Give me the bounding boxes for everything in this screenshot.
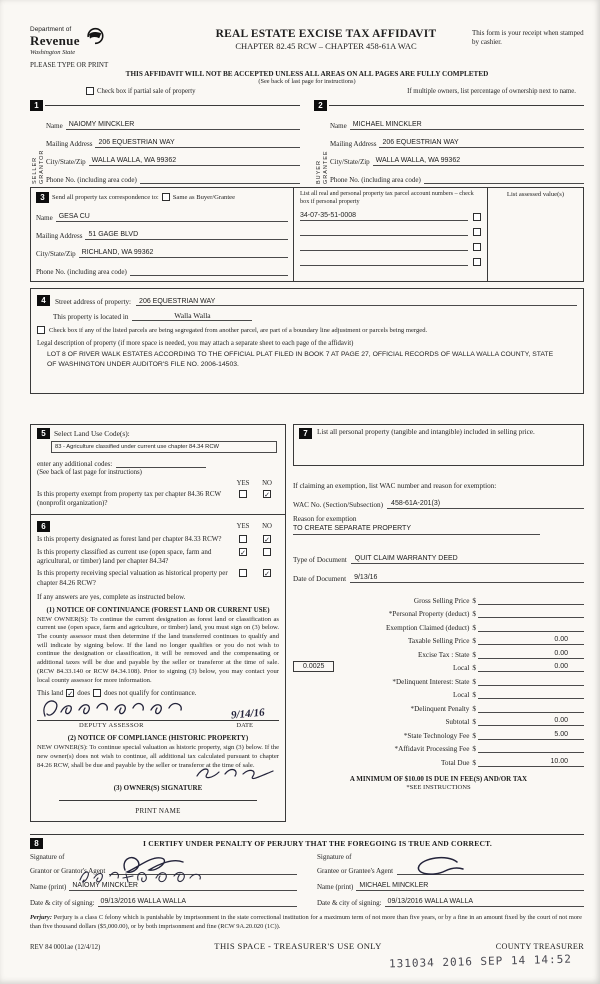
left-column <box>30 424 286 822</box>
document-date-value[interactable]: 9/13/16 <box>350 574 584 583</box>
yes-header: YES <box>236 523 250 531</box>
taxable-selling-price-label: Taxable Selling Price <box>408 637 470 645</box>
owner-signature[interactable] <box>193 764 277 782</box>
personal-property-box <box>293 424 584 466</box>
buyer-phone-value[interactable] <box>424 182 584 184</box>
if-yes-note: If any answers are yes, complete as instructed below. <box>37 592 186 601</box>
grantor-name-value[interactable]: NAIOMY MINCKLER <box>69 882 297 891</box>
perjury-lead: Perjury: <box>30 914 53 922</box>
date-label: DATE <box>236 722 253 730</box>
partial-sale-line <box>30 87 584 95</box>
buyer-city-label: City/State/Zip <box>330 158 370 166</box>
section2-number: 2 <box>314 100 327 111</box>
correspondence-phone-field <box>36 258 288 276</box>
seller-address-field <box>46 130 300 148</box>
excise-tax-local-label: Local <box>453 664 470 672</box>
correspondence-name-value[interactable]: GESA CU <box>56 213 288 222</box>
exempt-question: Is this property exempt from property tax per chapter 84.36 RCW (nonprofit organization)? <box>37 490 221 508</box>
dollar-sign: $ <box>472 637 476 645</box>
grantor-signature-line[interactable] <box>109 861 297 875</box>
does-not-label: does not qualify for continuance. <box>104 689 197 698</box>
local-rate-box: 0.0025 <box>293 661 334 672</box>
seller-city-value[interactable]: WALLA WALLA, WA 99362 <box>89 157 300 166</box>
dor-logo-icon <box>85 26 105 51</box>
cashier-receipt-stamp: 131034 2016 SEP 14 14:52 <box>388 952 573 971</box>
notice1-body: NEW OWNER(S): To continue the current designation as forest land or classification as current use (open space, farm and agriculture, or timber) land, you must sign on (3) below. The county assessor must then determine if the land transferred continues to qualify and will indicate by signing below. If the land no longer qualifies or you do not wish to continue the designation or classification, it will be removed and the compensating or additional taxes will be due and payable by the seller or transferor at the time of sale. (RCW 84.33.140 or RCW 84.34.108). Prior to signing (3) below, you may contact your local county assessor for more information. <box>37 615 279 684</box>
seller-phone-value[interactable] <box>140 182 300 184</box>
buyer-section <box>314 99 584 184</box>
dollar-sign: $ <box>472 610 476 618</box>
section5-see-back: (See back of last page for instructions) <box>37 469 142 476</box>
dollar-sign: $ <box>472 718 476 726</box>
assessed-values-header: List assessed value(s) <box>487 188 583 281</box>
buyer-phone-label: Phone No. (including area code) <box>330 176 421 184</box>
title-block <box>180 26 472 51</box>
section5-number: 5 <box>37 428 50 439</box>
money-row-technology-fee <box>293 726 584 740</box>
dollar-sign: $ <box>472 731 476 740</box>
agency-block <box>30 26 180 69</box>
grantee-date-label: Date & city of signing: <box>317 899 382 908</box>
section5-land-use <box>31 425 285 515</box>
assessor-date-handwritten: 9/14/16 <box>230 706 266 722</box>
grantor-date-value[interactable]: 09/13/2016 WALLA WALLA <box>98 898 297 907</box>
historic-question-row <box>37 569 279 587</box>
money-row-delinquent-penalty <box>293 699 584 713</box>
correspondence-phone-value[interactable] <box>130 274 288 276</box>
forest-question-row <box>37 535 279 545</box>
perjury-text: Perjury is a class C felony which is punishable by imprisonment in the state correctional institution for a maximum term of not more than five years, or by a fine in an amount fixed by the court of not more than five thousand dollars ($5,000.00), or by both imprisonment and fine (RCW 9A.20.020 (1C)). <box>30 914 582 931</box>
exempt-no-checkbox[interactable]: ✓ <box>264 491 270 499</box>
parcel-row <box>300 221 481 236</box>
money-row-delinquent-interest-local <box>293 686 584 700</box>
correspondence-city-label: City/State/Zip <box>36 250 76 258</box>
dollar-sign: $ <box>472 691 476 699</box>
parcel-personal-checkbox[interactable] <box>473 228 481 236</box>
forest-yes-checkbox[interactable] <box>239 535 247 543</box>
owners-signature-label: (3) OWNER(S) SIGNATURE <box>113 784 203 793</box>
grantor-name-field <box>30 875 297 891</box>
exempt-question-row <box>37 490 279 508</box>
located-in-value[interactable]: Walla Walla <box>132 311 252 321</box>
wac-value[interactable]: 458-61A-201(3) <box>387 500 584 509</box>
exemption-claimed-label: Exemption Claimed (deduct) <box>385 623 470 632</box>
grantee-signature-line[interactable] <box>397 861 584 875</box>
reason-value[interactable]: TO CREATE SEPARATE PROPERTY <box>293 525 540 535</box>
parcel-row <box>300 236 481 251</box>
correspondence-address-label: Mailing Address <box>36 232 83 240</box>
total-due-label: Total Due <box>440 758 470 767</box>
partial-sale-label: Check box if partial sale of property <box>97 87 196 95</box>
buyer-city-value[interactable]: WALLA WALLA, WA 99362 <box>373 157 584 166</box>
dollar-sign: $ <box>472 745 476 753</box>
section6-number: 6 <box>37 521 50 532</box>
money-row-delinquent-interest-state <box>293 672 584 686</box>
taxable-selling-price-value[interactable]: 0.00 <box>478 636 584 645</box>
buyer-name-field <box>330 112 584 130</box>
parcel-row <box>300 251 481 266</box>
buyer-side-word1: BUYER <box>315 160 322 184</box>
document-type-label: Type of Document <box>293 556 347 564</box>
money-row-excise-local <box>293 659 584 673</box>
please-type-or-print: PLEASE TYPE OR PRINT <box>30 61 109 69</box>
grantee-name-value[interactable]: MICHAEL MINCKLER <box>356 882 584 891</box>
delinquent-interest-local-value[interactable] <box>478 697 584 699</box>
grantee-date-value[interactable]: 09/13/2016 WALLA WALLA <box>385 898 584 907</box>
buyer-city-field <box>330 148 584 166</box>
minimum-fee-note: A MINIMUM OF $10.00 IS DUE IN FEE(S) AND/OR TAX <box>349 774 528 783</box>
rev-code: REV 84 0001ae (12/4/12) <box>30 943 101 951</box>
currentuse-no-checkbox[interactable] <box>263 548 271 556</box>
agency-name <box>30 26 80 56</box>
notice1-title: (1) NOTICE OF CONTINUANCE (FOREST LAND OR CURRENT USE) <box>46 605 270 614</box>
correspondence-name-field <box>36 204 288 222</box>
gross-selling-price-value[interactable] <box>478 603 584 605</box>
money-row-affidavit-fee <box>293 740 584 754</box>
parcel-number-value[interactable] <box>300 264 468 266</box>
header <box>30 26 584 69</box>
delinquent-penalty-label: *Delinquent Penalty <box>410 704 470 713</box>
grantee-sig-label-1: Signature of <box>317 853 352 862</box>
dollar-sign: $ <box>472 704 476 713</box>
see-instructions-note: *SEE INSTRUCTIONS <box>406 783 471 791</box>
currentuse-yes-checkbox[interactable]: ✓ <box>240 549 246 558</box>
multiple-owners-note: If multiple owners, list percentage of ownership next to name. <box>407 87 576 95</box>
buyer-address-value[interactable]: 206 EQUESTRIAN WAY <box>379 139 584 148</box>
seller-side-word2: GRANTOR <box>38 149 45 184</box>
notice2-body: NEW OWNER(S): To continue special valuation as historic property, sign (3) below. If the new owner(s) does not wish to continue, all additional tax calculated pursuant to chapter 84.26 RCW, shall be due and payable by the seller or transferor at the time of sale. <box>37 744 279 769</box>
total-due-value[interactable]: 10.00 <box>478 758 584 767</box>
document-type-field <box>293 549 584 564</box>
gross-selling-price-label: Gross Selling Price <box>413 596 470 605</box>
parcel-personal-checkbox[interactable] <box>473 243 481 251</box>
no-header: NO <box>262 480 272 487</box>
seller-address-label: Mailing Address <box>46 140 93 148</box>
dollar-sign: $ <box>472 664 476 672</box>
deputy-assessor-label: DEPUTY ASSESSOR <box>79 722 144 730</box>
forest-no-checkbox[interactable]: ✓ <box>264 536 270 545</box>
seller-phone-label: Phone No. (including area code) <box>46 176 137 184</box>
correspondence-city-field <box>36 240 288 258</box>
currentuse-question: Is this property classified as current use (open space, farm and agricultural, or timber) land per chapter 84.34? <box>37 548 212 566</box>
affidavit-processing-fee-value[interactable] <box>478 751 584 753</box>
dollar-sign: $ <box>472 677 476 686</box>
money-row-total-due <box>293 753 584 767</box>
parcel-numbers-header: List all real and personal property tax parcel account numbers – check box if personal property <box>300 190 474 205</box>
parcel-row <box>300 206 481 221</box>
section8-number: 8 <box>30 838 43 849</box>
grantee-date-field <box>317 891 584 907</box>
seller-side-word1: SELLER <box>31 156 38 184</box>
buyer-name-label: Name <box>330 122 347 130</box>
notice2-title: (2) NOTICE OF COMPLIANCE (HISTORIC PROPERTY) <box>67 734 249 743</box>
seller-city-field <box>46 148 300 166</box>
subtotal-label: Subtotal <box>445 718 470 726</box>
land-use-select-label: Select Land Use Code(s): <box>54 429 130 438</box>
wac-field <box>293 494 584 509</box>
correspondence-phone-label: Phone No. (including area code) <box>36 268 127 276</box>
agency-dept-line: Department of <box>30 26 72 33</box>
historic-yes-checkbox[interactable] <box>239 569 247 577</box>
dollar-sign: $ <box>472 596 476 605</box>
excise-tax-state-label: Excise Tax : State <box>417 650 470 659</box>
seller-name-field <box>46 112 300 130</box>
personal-property-deduct-value[interactable] <box>478 616 584 618</box>
deputy-assessor-signature <box>39 696 189 724</box>
parcel-number-value[interactable]: 34-07-35-51-0008 <box>300 212 468 221</box>
state-technology-fee-label: *State Technology Fee <box>403 731 470 740</box>
delinquent-interest-state-label: *Delinquent Interest: State <box>392 677 470 686</box>
excise-tax-state-value[interactable]: 0.00 <box>478 650 584 659</box>
correspondence-name-label: Name <box>36 214 53 222</box>
lower-columns <box>30 424 584 822</box>
form-title: REAL ESTATE EXCISE TAX AFFIDAVIT <box>215 28 437 40</box>
this-land-label: This land <box>37 689 64 698</box>
delinquent-interest-state-value[interactable] <box>478 684 584 686</box>
grantor-signature-block <box>30 853 297 907</box>
buyer-phone-field <box>330 166 584 184</box>
seller-name-label: Name <box>46 122 63 130</box>
document-date-label: Date of Document <box>293 575 347 583</box>
grantor-sig-label-1: Signature of <box>30 853 65 862</box>
section4-property <box>30 288 584 394</box>
buyer-side-labels <box>314 112 330 184</box>
yes-header: YES <box>236 480 250 487</box>
located-in-label: This property is located in <box>53 313 129 321</box>
continuance-does-checkbox[interactable]: ✓ <box>67 690 74 699</box>
no-header: NO <box>262 523 272 531</box>
street-address-value[interactable]: 206 EQUESTRIAN WAY <box>136 298 577 306</box>
see-back-note: (See back of last page for instructions) <box>258 78 356 85</box>
additional-codes-label: enter any additional codes: <box>37 460 113 468</box>
correspondence-address-field <box>36 222 288 240</box>
correspondence-city-value[interactable]: RICHLAND, WA 99362 <box>79 249 288 258</box>
buyer-side-word2: GRANTEE <box>322 150 329 184</box>
affidavit-processing-fee-label: *Affidavit Processing Fee <box>394 745 470 753</box>
historic-no-checkbox[interactable]: ✓ <box>264 570 270 579</box>
agency-state-line: Washington State <box>30 49 76 56</box>
grantee-signature-block <box>317 853 584 907</box>
money-section <box>293 591 584 767</box>
certify-statement: I CERTIFY UNDER PENALTY OF PERJURY THAT THE FOREGOING IS TRUE AND CORRECT. <box>143 839 492 849</box>
document-type-value[interactable]: QUIT CLAIM WARRANTY DEED <box>351 555 584 564</box>
parcel-personal-checkbox[interactable] <box>473 213 481 221</box>
dollar-sign: $ <box>472 650 476 659</box>
buyer-address-label: Mailing Address <box>330 140 377 148</box>
excise-tax-local-value[interactable]: 0.00 <box>478 663 584 672</box>
correspondence-address-value[interactable]: 51 GAGE BLVD <box>85 231 288 240</box>
personal-property-deduct-label: *Personal Property (deduct) <box>388 610 470 618</box>
parcel-personal-checkbox[interactable] <box>473 258 481 266</box>
same-as-buyer-checkbox[interactable] <box>162 193 170 201</box>
print-name-label: PRINT NAME <box>135 807 181 816</box>
dollar-sign: $ <box>472 623 476 632</box>
treasurer-use-only: THIS SPACE - TREASURER'S USE ONLY <box>214 940 382 951</box>
section3-number: 3 <box>36 192 49 203</box>
parties-row <box>30 99 584 184</box>
money-row-personal-deduct <box>293 605 584 619</box>
reason-label: Reason for exemption <box>293 515 357 523</box>
section8-certification <box>30 834 584 907</box>
historic-question: Is this property receiving special valuation as historical property per chapter 84.26 RCW? <box>37 569 228 587</box>
subtotal-value[interactable]: 0.00 <box>478 717 584 726</box>
money-row-taxable <box>293 632 584 646</box>
delinquent-interest-local-label: Local <box>453 691 470 699</box>
section1-number: 1 <box>30 100 43 111</box>
does-label: does <box>77 689 91 698</box>
money-row-gross <box>293 591 584 605</box>
seller-section <box>30 99 300 184</box>
document-date-field <box>293 568 584 583</box>
seller-address-value[interactable]: 206 EQUESTRIAN WAY <box>95 139 300 148</box>
section7-tax-computation <box>293 424 584 822</box>
perjury-notice <box>30 914 584 931</box>
seller-side-labels <box>30 112 46 184</box>
same-as-buyer-label: Same as Buyer/Grantee <box>172 193 236 201</box>
grantor-name-label: Name (print) <box>30 883 67 892</box>
grantee-sig-label-2: Grantee or Grantee's Agent <box>317 867 394 876</box>
exemption-intro: If claiming an exemption, list WAC number and reason for exemption: <box>293 482 497 490</box>
seller-name-value[interactable]: NAIOMY MINCKLER <box>66 121 300 130</box>
buyer-name-value[interactable]: MICHAEL MINCKLER <box>350 121 584 130</box>
segregated-label: Check box if any of the listed parcels are being segregated from another parcel, are part of a boundary line adjustment or parcels being merged. <box>49 326 428 334</box>
owners-signature-line[interactable] <box>59 800 257 801</box>
grantee-name-label: Name (print) <box>317 883 354 892</box>
exempt-yes-checkbox[interactable] <box>239 490 247 498</box>
money-row-subtotal <box>293 713 584 727</box>
legal-description-text[interactable]: LOT 8 OF RIVER WALK ESTATES ACCORDING TO THE OFFICIAL PLAT FILED IN BOOK 7 AT PAGE 27, OFFICIAL RECORDS OF WALLA WALLA COUNTY, STATE OF WASHINGTON UNDER AUDITOR'S FILE NO. 2006-14503. <box>47 351 554 368</box>
grantor-date-field <box>30 891 297 907</box>
money-row-excise-state <box>293 645 584 659</box>
seller-city-label: City/State/Zip <box>46 158 86 166</box>
segregated-checkbox[interactable] <box>37 326 45 334</box>
money-row-exemption-deduct <box>293 618 584 632</box>
wac-label: WAC No. (Section/Subsection) <box>293 501 384 509</box>
section6-designation <box>31 515 285 821</box>
section7-number: 7 <box>299 428 312 439</box>
land-use-code-value[interactable]: 83 - Agriculture classified under current use chapter 84.34 RCW <box>51 441 277 453</box>
personal-property-label: List all personal property (tangible and intangible) included in selling price. <box>317 428 535 436</box>
dollar-sign: $ <box>472 758 476 767</box>
county-treasurer-label: COUNTY TREASURER <box>495 941 584 951</box>
deputy-assessor-signature-line[interactable] <box>37 695 279 721</box>
street-address-label: Street address of property: <box>55 298 132 306</box>
delinquent-penalty-value[interactable] <box>478 711 584 713</box>
send-correspondence-label: Send all property tax correspondence to: <box>52 193 159 201</box>
section3-tax-correspondence <box>30 187 584 282</box>
exemption-claimed-value[interactable] <box>478 630 584 632</box>
footer-line <box>30 941 584 951</box>
legal-description-label: Legal description of property (if more space is needed, you may attach a separate sheet to each page of the affidavit) <box>37 340 354 347</box>
additional-codes-value[interactable] <box>116 467 206 468</box>
state-technology-fee-value[interactable]: 5.00 <box>478 731 584 740</box>
section4-number: 4 <box>37 295 50 306</box>
receipt-note: This form is your receipt when stamped by cashier. <box>472 29 584 47</box>
grantor-sig-label-2: Grantor or Grantor's Agent <box>30 867 106 876</box>
grantee-name-field <box>317 875 584 891</box>
forest-question: Is this property designated as forest land per chapter 84.33 RCW? <box>37 535 222 544</box>
partial-sale-checkbox[interactable] <box>86 87 94 95</box>
completion-warning: THIS AFFIDAVIT WILL NOT BE ACCEPTED UNLESS ALL AREAS ON ALL PAGES ARE FULLY COMPLETED <box>125 70 489 78</box>
grantor-date-label: Date & city of signing: <box>30 899 95 908</box>
buyer-address-field <box>330 130 584 148</box>
currentuse-question-row <box>37 548 279 566</box>
agency-title: Revenue <box>30 33 80 48</box>
seller-phone-field <box>46 166 300 184</box>
form-subtitle: CHAPTER 82.45 RCW – CHAPTER 458-61A WAC <box>235 41 417 51</box>
